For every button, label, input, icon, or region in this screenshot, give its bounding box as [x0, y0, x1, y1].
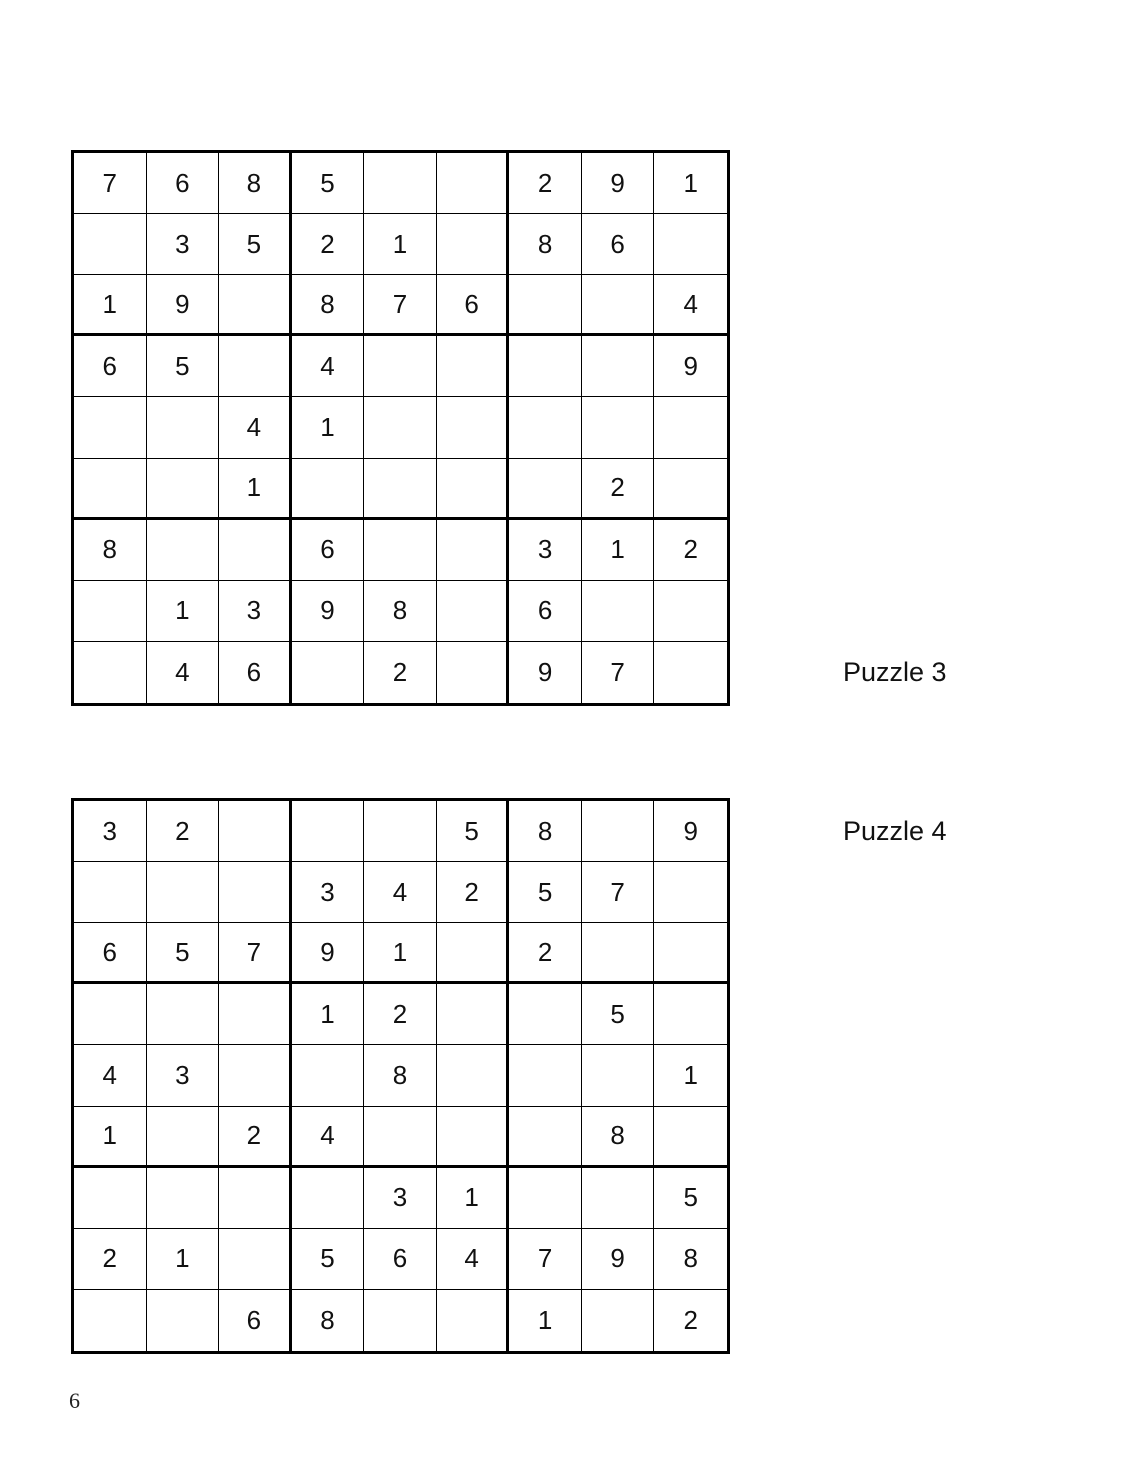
sudoku-cell-r1-c7[interactable]: 2	[509, 153, 582, 214]
sudoku-cell-r7-c1[interactable]	[74, 1168, 147, 1229]
sudoku-cell-r3-c8[interactable]	[582, 923, 655, 984]
sudoku-cell-r3-c7[interactable]	[509, 275, 582, 336]
sudoku-cell-r5-c4[interactable]: 1	[292, 397, 365, 458]
sudoku-cell-r4-c8[interactable]: 5	[582, 984, 655, 1045]
sudoku-cell-r8-c9[interactable]: 8	[654, 1229, 727, 1290]
sudoku-cell-r9-c1[interactable]	[74, 1290, 147, 1351]
sudoku-cell-r6-c1[interactable]: 1	[74, 1107, 147, 1168]
sudoku-cell-r2-c3[interactable]	[219, 862, 292, 923]
sudoku-cell-r1-c8[interactable]: 9	[582, 153, 655, 214]
sudoku-cell-r2-c1[interactable]	[74, 214, 147, 275]
sudoku-cell-r8-c9[interactable]	[654, 581, 727, 642]
sudoku-cell-r5-c8[interactable]	[582, 1045, 655, 1106]
sudoku-cell-r8-c4[interactable]: 9	[292, 581, 365, 642]
sudoku-cell-r2-c8[interactable]: 7	[582, 862, 655, 923]
sudoku-cell-r7-c2[interactable]	[147, 1168, 220, 1229]
sudoku-cell-r3-c3[interactable]	[219, 275, 292, 336]
sudoku-cell-r8-c6[interactable]: 4	[437, 1229, 510, 1290]
sudoku-cell-r4-c5[interactable]	[364, 336, 437, 397]
sudoku-cell-r8-c8[interactable]: 9	[582, 1229, 655, 1290]
sudoku-cell-r8-c8[interactable]	[582, 581, 655, 642]
sudoku-cell-r8-c1[interactable]	[74, 581, 147, 642]
sudoku-cell-r9-c6[interactable]	[437, 642, 510, 703]
sudoku-cell-r7-c5[interactable]: 3	[364, 1168, 437, 1229]
sudoku-cell-r5-c1[interactable]: 4	[74, 1045, 147, 1106]
sudoku-cell-r3-c2[interactable]: 9	[147, 275, 220, 336]
sudoku-cell-r3-c2[interactable]: 5	[147, 923, 220, 984]
sudoku-cell-r7-c6[interactable]	[437, 520, 510, 581]
sudoku-cell-r5-c6[interactable]	[437, 1045, 510, 1106]
sudoku-cell-r2-c4[interactable]: 3	[292, 862, 365, 923]
sudoku-cell-r1-c5[interactable]	[364, 801, 437, 862]
sudoku-cell-r3-c3[interactable]: 7	[219, 923, 292, 984]
sudoku-cell-r3-c9[interactable]	[654, 923, 727, 984]
sudoku-cell-r9-c8[interactable]: 7	[582, 642, 655, 703]
sudoku-cell-r6-c7[interactable]	[509, 459, 582, 520]
sudoku-cell-r3-c8[interactable]	[582, 275, 655, 336]
sudoku-cell-r9-c5[interactable]	[364, 1290, 437, 1351]
sudoku-cell-r5-c8[interactable]	[582, 397, 655, 458]
sudoku-cell-r3-c7[interactable]: 2	[509, 923, 582, 984]
sudoku-cell-r2-c6[interactable]	[437, 214, 510, 275]
sudoku-cell-r6-c4[interactable]: 4	[292, 1107, 365, 1168]
sudoku-cell-r4-c7[interactable]	[509, 984, 582, 1045]
sudoku-cell-r3-c9[interactable]: 4	[654, 275, 727, 336]
sudoku-cell-r1-c7[interactable]: 8	[509, 801, 582, 862]
sudoku-cell-r4-c8[interactable]	[582, 336, 655, 397]
sudoku-cell-r2-c9[interactable]	[654, 214, 727, 275]
sudoku-cell-r5-c5[interactable]	[364, 397, 437, 458]
sudoku-cell-r3-c4[interactable]: 9	[292, 923, 365, 984]
sudoku-cell-r9-c7[interactable]: 9	[509, 642, 582, 703]
sudoku-cell-r4-c7[interactable]	[509, 336, 582, 397]
sudoku-cell-r7-c3[interactable]	[219, 520, 292, 581]
sudoku-cell-r8-c7[interactable]: 6	[509, 581, 582, 642]
sudoku-cell-r9-c7[interactable]: 1	[509, 1290, 582, 1351]
sudoku-cell-r5-c5[interactable]: 8	[364, 1045, 437, 1106]
sudoku-cell-r5-c2[interactable]: 3	[147, 1045, 220, 1106]
sudoku-cell-r4-c5[interactable]: 2	[364, 984, 437, 1045]
sudoku-cell-r9-c3[interactable]: 6	[219, 642, 292, 703]
sudoku-cell-r1-c6[interactable]	[437, 153, 510, 214]
puzzle-4-label: Puzzle 4	[843, 816, 947, 846]
sudoku-cell-r4-c6[interactable]	[437, 336, 510, 397]
sudoku-cell-r7-c4[interactable]	[292, 1168, 365, 1229]
sudoku-cell-r2-c1[interactable]	[74, 862, 147, 923]
sudoku-cell-r5-c7[interactable]	[509, 397, 582, 458]
sudoku-cell-r1-c5[interactable]	[364, 153, 437, 214]
sudoku-cell-r4-c4[interactable]: 1	[292, 984, 365, 1045]
sudoku-cell-r3-c5[interactable]: 7	[364, 275, 437, 336]
sudoku-cell-r5-c2[interactable]	[147, 397, 220, 458]
sudoku-cell-r6-c5[interactable]	[364, 459, 437, 520]
sudoku-cell-r3-c4[interactable]: 8	[292, 275, 365, 336]
sudoku-cell-r2-c9[interactable]	[654, 862, 727, 923]
sudoku-cell-r4-c2[interactable]	[147, 984, 220, 1045]
sudoku-cell-r1-c2[interactable]: 2	[147, 801, 220, 862]
sudoku-cell-r1-c1[interactable]: 3	[74, 801, 147, 862]
sudoku-cell-r9-c2[interactable]: 4	[147, 642, 220, 703]
sudoku-cell-r9-c2[interactable]	[147, 1290, 220, 1351]
sudoku-cell-r7-c3[interactable]	[219, 1168, 292, 1229]
sudoku-cell-r6-c2[interactable]	[147, 459, 220, 520]
sudoku-cell-r2-c4[interactable]: 2	[292, 214, 365, 275]
sudoku-cell-r7-c7[interactable]	[509, 1168, 582, 1229]
sudoku-cell-r8-c4[interactable]: 5	[292, 1229, 365, 1290]
sudoku-cell-r2-c5[interactable]: 4	[364, 862, 437, 923]
sudoku-cell-r8-c5[interactable]: 8	[364, 581, 437, 642]
sudoku-cell-r7-c4[interactable]: 6	[292, 520, 365, 581]
sudoku-cell-r6-c8[interactable]: 8	[582, 1107, 655, 1168]
sudoku-cell-r6-c1[interactable]	[74, 459, 147, 520]
sudoku-cell-r3-c6[interactable]: 6	[437, 275, 510, 336]
sudoku-cell-r1-c3[interactable]	[219, 801, 292, 862]
sudoku-cell-r5-c3[interactable]: 4	[219, 397, 292, 458]
sudoku-cell-r2-c6[interactable]: 2	[437, 862, 510, 923]
sudoku-cell-r5-c4[interactable]	[292, 1045, 365, 1106]
sudoku-cell-r8-c3[interactable]	[219, 1229, 292, 1290]
sudoku-cell-r2-c2[interactable]	[147, 862, 220, 923]
sudoku-cell-r4-c9[interactable]	[654, 984, 727, 1045]
sudoku-cell-r8-c1[interactable]: 2	[74, 1229, 147, 1290]
sudoku-cell-r7-c5[interactable]	[364, 520, 437, 581]
sudoku-cell-r8-c2[interactable]: 1	[147, 1229, 220, 1290]
sudoku-cell-r1-c4[interactable]	[292, 801, 365, 862]
sudoku-cell-r9-c4[interactable]: 8	[292, 1290, 365, 1351]
sudoku-cell-r8-c7[interactable]: 7	[509, 1229, 582, 1290]
sudoku-cell-r8-c2[interactable]: 1	[147, 581, 220, 642]
sudoku-cell-r6-c9[interactable]	[654, 459, 727, 520]
sudoku-cell-r4-c1[interactable]	[74, 984, 147, 1045]
sudoku-cell-r4-c1[interactable]: 6	[74, 336, 147, 397]
sudoku-cell-r4-c4[interactable]: 4	[292, 336, 365, 397]
sudoku-cell-r1-c3[interactable]: 8	[219, 153, 292, 214]
sudoku-cell-r6-c3[interactable]: 1	[219, 459, 292, 520]
sudoku-cell-r5-c3[interactable]	[219, 1045, 292, 1106]
sudoku-cell-r7-c8[interactable]: 1	[582, 520, 655, 581]
sudoku-cell-r1-c4[interactable]: 5	[292, 153, 365, 214]
sudoku-cell-r2-c3[interactable]: 5	[219, 214, 292, 275]
sudoku-cell-r4-c3[interactable]	[219, 336, 292, 397]
sudoku-cell-r1-c8[interactable]	[582, 801, 655, 862]
sudoku-cell-r6-c4[interactable]	[292, 459, 365, 520]
sudoku-cell-r5-c6[interactable]	[437, 397, 510, 458]
sudoku-cell-r4-c3[interactable]	[219, 984, 292, 1045]
sudoku-cell-r1-c9[interactable]: 9	[654, 801, 727, 862]
puzzle-3-label: Puzzle 3	[843, 657, 947, 687]
sudoku-cell-r1-c1[interactable]: 7	[74, 153, 147, 214]
sudoku-cell-r4-c9[interactable]: 9	[654, 336, 727, 397]
sudoku-cell-r9-c8[interactable]	[582, 1290, 655, 1351]
sudoku-cell-r6-c9[interactable]	[654, 1107, 727, 1168]
sudoku-cell-r6-c6[interactable]	[437, 1107, 510, 1168]
sudoku-grid-puzzle-3	[71, 150, 730, 706]
sudoku-cell-r1-c9[interactable]: 1	[654, 153, 727, 214]
sudoku-cell-r9-c4[interactable]	[292, 642, 365, 703]
sudoku-cell-r5-c1[interactable]	[74, 397, 147, 458]
sudoku-cell-r3-c6[interactable]	[437, 923, 510, 984]
sudoku-cell-r8-c5[interactable]: 6	[364, 1229, 437, 1290]
sudoku-grid-puzzle-4	[71, 798, 730, 1354]
sudoku-cell-r6-c3[interactable]: 2	[219, 1107, 292, 1168]
sudoku-cell-r4-c2[interactable]: 5	[147, 336, 220, 397]
sudoku-cell-r4-c6[interactable]	[437, 984, 510, 1045]
sudoku-cell-r6-c6[interactable]	[437, 459, 510, 520]
sudoku-cell-r7-c9[interactable]: 2	[654, 520, 727, 581]
sudoku-cell-r7-c1[interactable]: 8	[74, 520, 147, 581]
sudoku-cell-r2-c2[interactable]: 3	[147, 214, 220, 275]
sudoku-cell-r6-c7[interactable]	[509, 1107, 582, 1168]
sudoku-cell-r7-c7[interactable]: 3	[509, 520, 582, 581]
sudoku-cell-r2-c7[interactable]: 8	[509, 214, 582, 275]
sudoku-cell-r7-c8[interactable]	[582, 1168, 655, 1229]
sudoku-cell-r1-c6[interactable]: 5	[437, 801, 510, 862]
sudoku-cell-r1-c2[interactable]: 6	[147, 153, 220, 214]
sudoku-cell-r3-c1[interactable]: 1	[74, 275, 147, 336]
sudoku-cell-r9-c9[interactable]	[654, 642, 727, 703]
sudoku-cell-r2-c7[interactable]: 5	[509, 862, 582, 923]
sudoku-cell-r3-c1[interactable]: 6	[74, 923, 147, 984]
sudoku-cell-r6-c5[interactable]	[364, 1107, 437, 1168]
sudoku-cell-r3-c5[interactable]: 1	[364, 923, 437, 984]
sudoku-cell-r6-c8[interactable]: 2	[582, 459, 655, 520]
sudoku-cell-r9-c5[interactable]: 2	[364, 642, 437, 703]
sudoku-cell-r6-c2[interactable]	[147, 1107, 220, 1168]
sudoku-cell-r9-c6[interactable]	[437, 1290, 510, 1351]
page-number: 6	[69, 1388, 80, 1413]
sudoku-cell-r9-c9[interactable]: 2	[683, 1304, 698, 1335]
sudoku-cell-r7-c2[interactable]	[147, 520, 220, 581]
sudoku-cell-r2-c8[interactable]: 6	[582, 214, 655, 275]
sudoku-cell-r5-c9[interactable]	[654, 397, 727, 458]
sudoku-cell-r7-c6[interactable]: 1	[437, 1168, 510, 1229]
sudoku-cell-r8-c3[interactable]: 3	[219, 581, 292, 642]
sudoku-cell-r9-c3[interactable]: 6	[219, 1290, 292, 1351]
sudoku-cell-r5-c7[interactable]	[509, 1045, 582, 1106]
sudoku-cell-r8-c6[interactable]	[437, 581, 510, 642]
sudoku-cell-r7-c9[interactable]: 5	[654, 1168, 727, 1229]
sudoku-cell-r5-c9[interactable]: 1	[654, 1045, 727, 1106]
sudoku-cell-r9-c1[interactable]	[74, 642, 147, 703]
sudoku-cell-r2-c5[interactable]: 1	[364, 214, 437, 275]
